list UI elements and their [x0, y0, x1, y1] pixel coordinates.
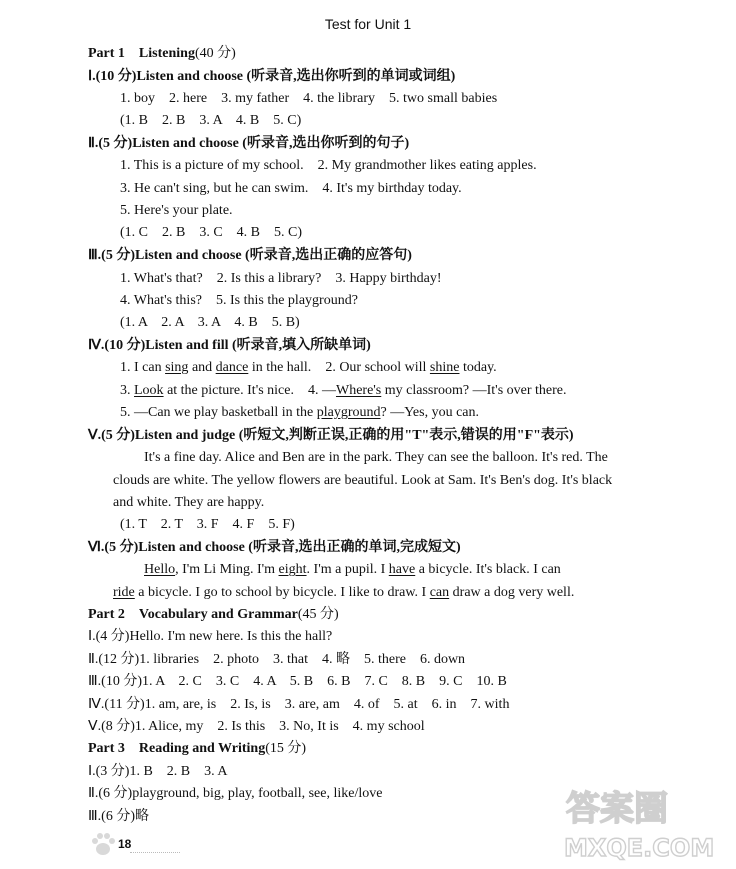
section-1-answers: (1. B 2. B 3. A 4. B 5. C) — [120, 113, 302, 128]
section-4-line-2: 3. Look at the picture. It's nice. 4. —Where's my classroom? —It's over there. — [120, 383, 567, 398]
section-2-line-3: 5. Here's your plate. — [120, 203, 233, 218]
page-title: Test for Unit 1 — [324, 16, 412, 32]
section-5-passage-1: It's a fine day. Alice and Ben are in the park. They can see the balloon. It's red. The — [144, 450, 608, 465]
part3-row-1: Ⅰ.(3 分)1. B 2. B 3. A — [88, 764, 228, 779]
fill-answer: Hello — [144, 562, 176, 577]
section-3-line-2: 4. What's this? 5. Is this the playground? — [120, 293, 358, 308]
part3-row-3: Ⅲ.(6 分)略 — [88, 809, 149, 824]
part2-row-5: Ⅴ.(8 分)1. Alice, my 2. Is this 3. No, It is 4. my school — [88, 719, 425, 734]
watermark-logo — [560, 780, 728, 865]
part2-row-4: Ⅳ.(11 分)1. am, are, is 2. Is, is 3. are, am 4. of 5. at 6. in 7. with — [88, 697, 510, 712]
section-5-label: Ⅴ.(5 分)Listen and judge (听短文,判断正误,正确的用"T"表示,错误的用"F"表示) — [88, 428, 574, 443]
part2-heading: Part 2 Vocabulary and Grammar(45 分) — [88, 607, 339, 622]
section-2-label: Ⅱ.(5 分)Listen and choose (听录音,选出你听到的句子) — [88, 136, 410, 151]
fill-answer: have — [388, 562, 416, 577]
section-4-label: Ⅳ.(10 分)Listen and fill (听录音,填入所缺单词) — [88, 338, 371, 353]
section-3-answers: (1. A 2. A 3. A 4. B 5. B) — [120, 315, 300, 330]
section-6-passage-1: Hello, I'm Li Ming. I'm eight. I'm a pupil. I have a bicycle. It's black. I can — [144, 562, 561, 577]
page-number: 18 — [118, 837, 132, 851]
section-4-line-1: 1. I can sing and dance in the hall. 2. Our school will shine today. — [120, 360, 497, 375]
section-4-line-3: 5. —Can we play basketball in the playground? —Yes, you can. — [120, 405, 480, 420]
svg-text:MXQE.COM: MXQE.COM — [564, 834, 715, 862]
section-2-answers: (1. C 2. B 3. C 4. B 5. C) — [120, 225, 303, 240]
part2-row-1: Ⅰ.(4 分)Hello. I'm new here. Is this the hall? — [88, 629, 333, 644]
section-2-line-2: 3. He can't sing, but he can swim. 4. It's my birthday today. — [120, 181, 462, 196]
fill-answer: eight — [278, 562, 307, 577]
fill-answer: can — [429, 585, 450, 600]
part3-row-2: Ⅱ.(6 分)playground, big, play, football, see, like/love — [88, 786, 383, 801]
section-6-passage-2: ride a bicycle. I go to school by bicycle. I like to draw. I can draw a dog very well. — [113, 585, 575, 600]
section-3-line-1: 1. What's that? 2. Is this a library? 3. Happy birthday! — [120, 271, 442, 286]
section-1-items: 1. boy 2. here 3. my father 4. the library 5. two small babies — [120, 91, 498, 106]
fill-answer: Where's — [335, 383, 382, 398]
section-5-answers: (1. T 2. T 3. F 4. F 5. F) — [120, 517, 295, 532]
footer-divider — [130, 852, 180, 853]
paw-print-icon — [88, 830, 118, 860]
section-3-label: Ⅲ.(5 分)Listen and choose (听录音,选出正确的应答句) — [88, 248, 412, 263]
section-2-line-1: 1. This is a picture of my school. 2. My grandmother likes eating apples. — [120, 158, 537, 173]
part3-heading: Part 3 Reading and Writing(15 分) — [88, 741, 307, 756]
svg-text:答案圈: 答案圈 — [566, 789, 668, 829]
fill-answer: sing — [165, 360, 189, 375]
fill-answer: shine — [429, 360, 460, 375]
part2-row-2: Ⅱ.(12 分)1. libraries 2. photo 3. that 4. 略 5. there 6. down — [88, 652, 466, 667]
fill-answer: ride — [113, 585, 135, 600]
section-1-label: Ⅰ.(10 分)Listen and choose (听录音,选出你听到的单词或词组) — [88, 69, 456, 84]
section-5-passage-2: clouds are white. The yellow flowers are beautiful. Look at Sam. It's Ben's dog. It's black — [113, 473, 613, 488]
fill-answer: dance — [215, 360, 249, 375]
fill-answer: playground — [316, 405, 381, 420]
section-6-label: Ⅵ.(5 分)Listen and choose (听录音,选出正确的单词,完成短文) — [88, 540, 461, 555]
part2-row-3: Ⅲ.(10 分)1. A 2. C 3. C 4. A 5. B 6. B 7. C 8. B 9. C 10. B — [88, 674, 507, 689]
fill-answer: Look — [134, 383, 164, 398]
part1-heading: Part 1 Listening(40 分) — [88, 46, 236, 61]
section-5-passage-3: and white. They are happy. — [113, 495, 265, 510]
